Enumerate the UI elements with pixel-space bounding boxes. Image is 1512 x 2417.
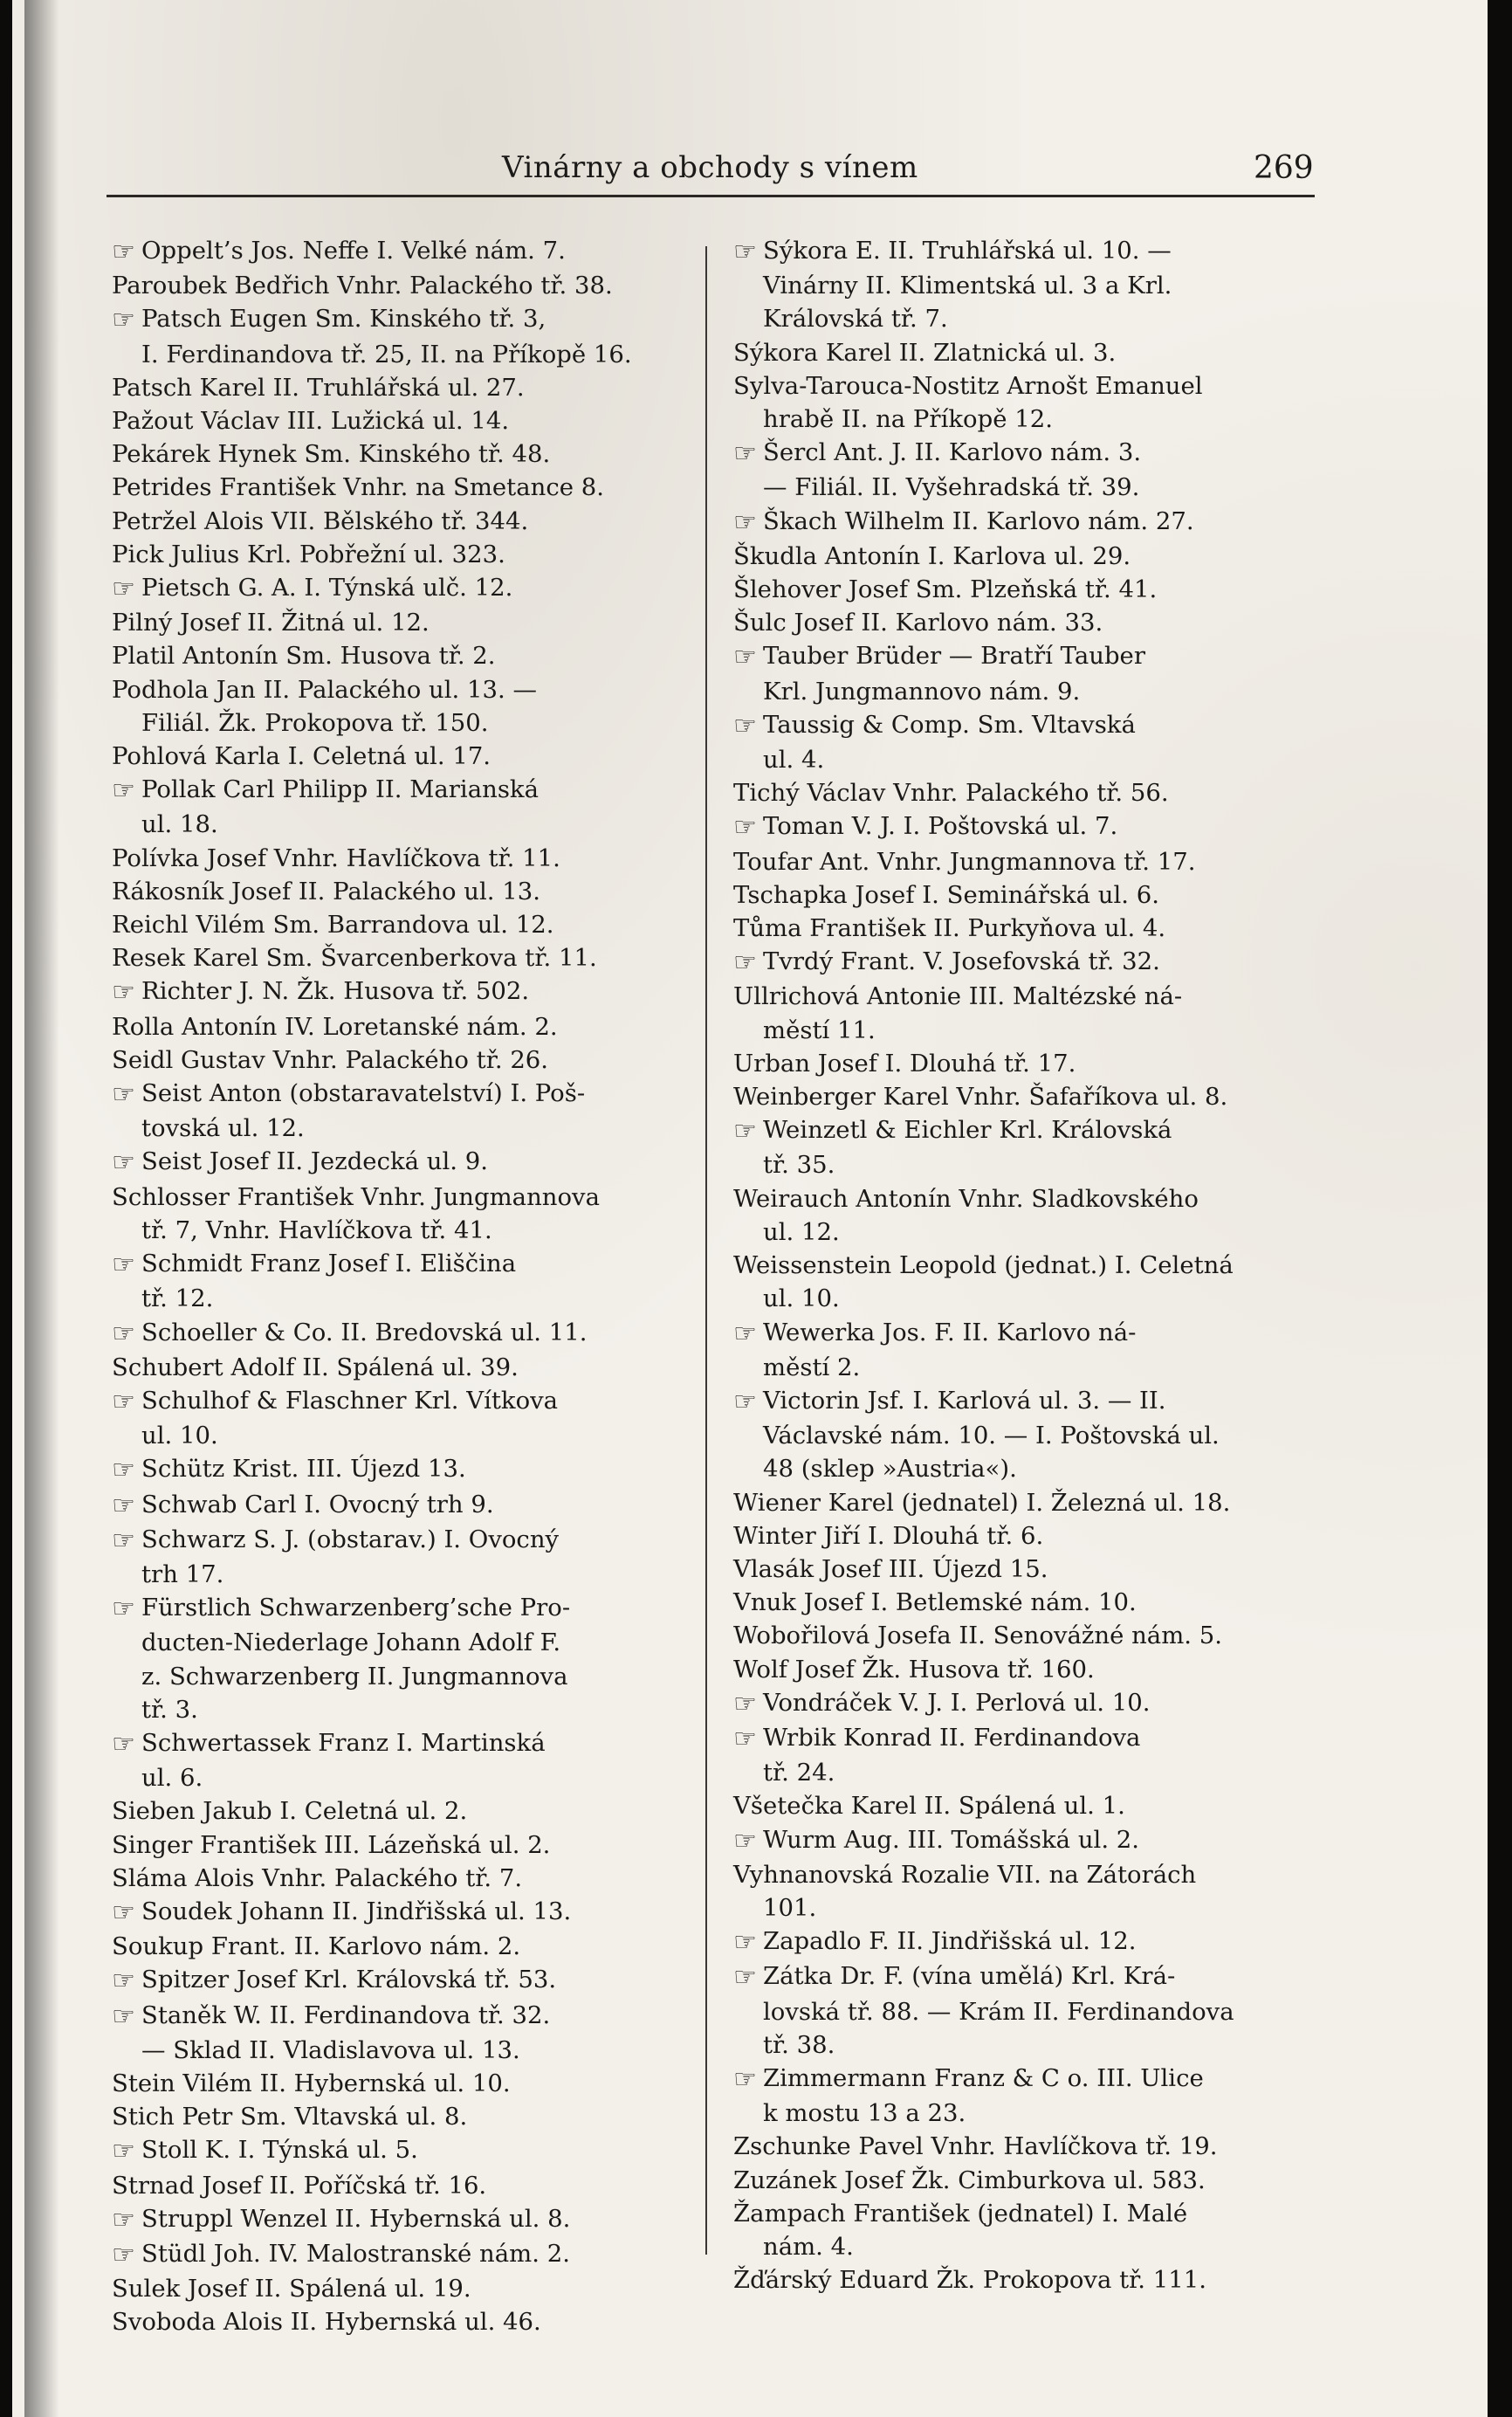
directory-entry — [112, 1591, 695, 1726]
entry-line: Sylva-Tarouca-Nostitz Arnošt Emanuel — [733, 371, 1203, 400]
directory-entry — [112, 2169, 695, 2202]
entry-line: Filiál. Žk. Prokopova tř. 150. — [141, 708, 489, 737]
directory-entry — [112, 2100, 695, 2133]
directory-entry — [112, 941, 695, 974]
entry-line: Schwertassek Franz I. Martinská — [141, 1728, 546, 1757]
entry-line: ul. 18. — [141, 810, 218, 839]
pointing-hand-icon: ☞ — [112, 1897, 135, 1928]
entry-line: Žďárský Eduard Žk. Prokopova tř. 111. — [733, 2266, 1206, 2295]
entry-line: Schlosser František Vnhr. Jungmannova — [112, 1182, 600, 1211]
entry-line: Weirauch Antonín Vnhr. Sladkovského — [733, 1184, 1199, 1213]
pointing-hand-icon: ☞ — [112, 1386, 135, 1417]
entry-line: nám. 4. — [763, 2232, 854, 2261]
entry-line: Královská tř. 7. — [763, 305, 948, 334]
pointing-hand-icon: ☞ — [733, 710, 757, 741]
entry-line: tř. 24. — [763, 1759, 835, 1787]
page-number: 269 — [1254, 150, 1314, 186]
running-title: Vinárny a obchody s vínem — [502, 150, 918, 185]
directory-entry — [112, 437, 695, 471]
pointing-hand-icon: ☞ — [112, 2204, 135, 2235]
entry-line: Schubert Adolf II. Spálená ul. 39. — [112, 1353, 519, 1381]
entry-line: Pollak Carl Philipp II. Marianská — [141, 775, 539, 804]
directory-entry — [112, 1043, 695, 1077]
entry-line: Schwarz S. J. (obstarav.) I. Ovocný — [141, 1525, 560, 1553]
entry-line: Reichl Vilém Sm. Barrandova ul. 12. — [112, 911, 554, 940]
directory-entry — [112, 2067, 695, 2100]
entry-line: Stoll K. I. Týnská ul. 5. — [141, 2136, 418, 2165]
directory-entry — [112, 1488, 695, 1523]
entry-line: Sýkora Karel II. Zlatnická ul. 3. — [733, 338, 1117, 367]
column-divider — [705, 246, 707, 2255]
pointing-hand-icon: ☞ — [112, 2000, 135, 2032]
directory-entry — [733, 1553, 1316, 1586]
directory-entry — [112, 1181, 695, 1247]
directory-entry — [112, 234, 695, 269]
entry-line: trh 17. — [141, 1560, 224, 1588]
directory-entry — [112, 842, 695, 875]
entry-line: tř. 12. — [141, 1284, 214, 1313]
entry-line: Spitzer Josef Krl. Královská tř. 53. — [141, 1966, 557, 1994]
directory-entry — [112, 1316, 695, 1351]
pointing-hand-icon: ☞ — [733, 1386, 757, 1417]
entry-line: 48 (sklep »Austria«). — [763, 1455, 1017, 1484]
entry-line: — Filiál. II. Vyšehradská tř. 39. — [763, 473, 1140, 502]
entry-line: Václavské nám. 10. — I. Poštovská ul. — [763, 1422, 1220, 1450]
entry-line: Toman V. J. I. Poštovská ul. 7. — [763, 812, 1118, 841]
entry-line: Resek Karel Sm. Švarcenberkova tř. 11. — [112, 944, 597, 973]
entry-line: Tůma František II. Purkyňova ul. 4. — [733, 914, 1166, 943]
directory-entry — [112, 1523, 695, 1591]
entry-line: hrabě II. na Příkopě 12. — [763, 405, 1053, 434]
entry-line: Zuzánek Josef Žk. Cimburkova ul. 583. — [733, 2166, 1206, 2194]
entry-line: Pietsch G. A. I. Týnská ulč. 12. — [141, 574, 513, 603]
pointing-hand-icon: ☞ — [733, 1825, 757, 1856]
page-gutter-shadow — [24, 0, 59, 2417]
entry-line: Fürstlich Schwarzenberg’sche Pro- — [141, 1594, 571, 1622]
entry-line: Schulhof & Flaschner Krl. Vítkova — [141, 1386, 559, 1415]
entry-line: — Sklad II. Vladislavova ul. 13. — [141, 2035, 520, 2064]
pointing-hand-icon: ☞ — [733, 1962, 757, 1994]
pointing-hand-icon: ☞ — [112, 574, 135, 605]
pointing-hand-icon: ☞ — [112, 1147, 135, 1179]
entry-line: Toufar Ant. Vnhr. Jungmannova tř. 17. — [733, 847, 1196, 876]
entry-line: Všetečka Karel II. Spálená ul. 1. — [733, 1792, 1125, 1821]
directory-entry — [112, 1145, 695, 1180]
entry-line: Zimmermann Franz & C o. III. Ulice — [763, 2063, 1204, 2092]
directory-entry — [733, 639, 1316, 707]
entry-line: Stich Petr Sm. Vltavská ul. 8. — [112, 2103, 468, 2131]
directory-entry — [733, 1823, 1316, 1858]
entry-line: Seidl Gustav Vnhr. Palackého tř. 26. — [112, 1045, 549, 1074]
pointing-hand-icon: ☞ — [112, 2239, 135, 2270]
pointing-hand-icon: ☞ — [112, 1966, 135, 1997]
directory-entry — [733, 1959, 1316, 2062]
directory-entry — [733, 1113, 1316, 1181]
entry-line: Pilný Josef II. Žitná ul. 12. — [112, 609, 430, 637]
directory-entry — [733, 573, 1316, 606]
entry-line: Urban Josef I. Dlouhá tř. 17. — [733, 1049, 1076, 1078]
entry-line: Schwab Carl I. Ovocný trh 9. — [141, 1490, 494, 1518]
directory-entry — [112, 974, 695, 1009]
entry-line: Staněk W. II. Ferdinandova tř. 32. — [141, 2000, 551, 2029]
pointing-hand-icon: ☞ — [733, 2063, 757, 2095]
entry-line: Wrbik Konrad II. Ferdinandova — [763, 1723, 1141, 1752]
entry-line: Podhola Jan II. Palackého ul. 13. — — [112, 675, 537, 704]
directory-entry — [112, 1895, 695, 1930]
directory-entry — [733, 1519, 1316, 1553]
directory-entry — [733, 336, 1316, 369]
directory-entry — [733, 2062, 1316, 2130]
entry-line: Šlehover Josef Sm. Plzeňská tř. 41. — [733, 575, 1158, 604]
entry-line: Weinzetl & Eichler Krl. Královská — [763, 1116, 1172, 1145]
entry-line: Victorin Jsf. I. Karlová ul. 3. — II. — [763, 1386, 1166, 1415]
entry-line: Weinberger Karel Vnhr. Šafaříkova ul. 8. — [733, 1083, 1228, 1112]
entry-line: Vyhnanovská Rozalie VII. na Zátorách — [733, 1860, 1197, 1889]
directory-entry — [733, 1619, 1316, 1652]
entry-line: městí 2. — [763, 1353, 861, 1381]
entry-line: Krl. Jungmannovo nám. 9. — [763, 677, 1081, 706]
entry-line: Šulc Josef II. Karlovo nám. 33. — [733, 609, 1103, 637]
entry-line: Vnuk Josef I. Betlemské nám. 10. — [733, 1588, 1137, 1617]
directory-entry — [112, 908, 695, 941]
pointing-hand-icon: ☞ — [733, 1723, 757, 1754]
entry-line: Tichý Václav Vnhr. Palackého tř. 56. — [733, 779, 1169, 808]
entry-line: Platil Antonín Sm. Husova tř. 2. — [112, 642, 496, 671]
pointing-hand-icon: ☞ — [112, 1250, 135, 1281]
entry-line: ul. 6. — [141, 1764, 203, 1793]
entry-line: Škudla Antonín I. Karlova ul. 29. — [733, 541, 1131, 570]
entry-line: Soudek Johann II. Jindřišská ul. 13. — [141, 1897, 572, 1925]
entry-line: Zschunke Pavel Vnhr. Havlíčkova tř. 19. — [733, 2132, 1218, 2161]
directory-entry — [733, 1586, 1316, 1619]
entry-line: tř. 35. — [763, 1151, 835, 1180]
directory-entry — [112, 1247, 695, 1315]
entry-line: Wolf Josef Žk. Husova tř. 160. — [733, 1655, 1095, 1684]
directory-entry — [733, 912, 1316, 945]
entry-line: I. Ferdinandova tř. 25, II. na Příkopě 16. — [141, 340, 632, 368]
pointing-hand-icon: ☞ — [733, 947, 757, 979]
pointing-hand-icon: ☞ — [733, 812, 757, 844]
directory-entry — [733, 1721, 1316, 1789]
directory-entry — [733, 945, 1316, 980]
directory-entry — [112, 1794, 695, 1828]
directory-entry — [733, 369, 1316, 436]
entry-line: tř. 38. — [763, 2030, 835, 2059]
directory-entry — [112, 2133, 695, 2168]
pointing-hand-icon: ☞ — [112, 1594, 135, 1625]
entry-line: Seist Anton (obstaravatelství) I. Poš- — [141, 1079, 586, 1108]
pointing-hand-icon: ☞ — [112, 1318, 135, 1349]
entry-line: Stein Vilém II. Hybernská ul. 10. — [112, 2069, 511, 2097]
directory-entry — [733, 2197, 1316, 2263]
entry-line: Škach Wilhelm II. Karlovo nám. 27. — [763, 506, 1194, 535]
directory-entry — [733, 809, 1316, 844]
directory-entry — [733, 1686, 1316, 1721]
entry-line: Sláma Alois Vnhr. Palackého tř. 7. — [112, 1863, 523, 1892]
directory-entry — [112, 1930, 695, 1963]
pointing-hand-icon: ☞ — [733, 438, 757, 470]
directory-entry — [733, 2130, 1316, 2163]
entry-line: lovská tř. 88. — Krám II. Ferdinandova — [763, 1997, 1234, 2026]
entry-line: Pick Julius Krl. Pobřežní ul. 323. — [112, 540, 505, 568]
entry-line: Wiener Karel (jednatel) I. Železná ul. 18. — [733, 1488, 1231, 1517]
entry-line: tř. 7, Vnhr. Havlíčkova tř. 41. — [141, 1215, 492, 1244]
directory-entry — [733, 980, 1316, 1046]
pointing-hand-icon: ☞ — [112, 977, 135, 1009]
directory-entry — [112, 673, 695, 740]
directory-entry — [733, 1080, 1316, 1113]
entry-line: Strnad Josef II. Poříčská tř. 16. — [112, 2171, 487, 2200]
pointing-hand-icon: ☞ — [733, 506, 757, 538]
directory-entry — [112, 302, 695, 370]
entry-line: 101. — [763, 1893, 817, 1922]
directory-entry — [733, 708, 1316, 776]
directory-entry — [733, 1858, 1316, 1925]
directory-entry — [112, 1010, 695, 1043]
entry-line: Ullrichová Antonie III. Maltézské ná- — [733, 982, 1183, 1011]
entry-line: Tschapka Josef I. Seminářská ul. 6. — [733, 880, 1159, 909]
directory-entry — [733, 1653, 1316, 1686]
entry-line: Schoeller & Co. II. Bredovská ul. 11. — [141, 1318, 588, 1346]
directory-entry — [733, 436, 1316, 504]
directory-entry — [733, 1316, 1316, 1384]
directory-entry — [733, 234, 1316, 336]
entry-line: Paroubek Bedřich Vnhr. Palackého tř. 38. — [112, 272, 613, 300]
entry-line: Zapadlo F. II. Jindřišská ul. 12. — [763, 1927, 1137, 1956]
entry-line: Oppelt’s Jos. Neffe I. Velké nám. 7. — [141, 237, 566, 265]
directory-entry — [733, 1486, 1316, 1519]
pointing-hand-icon: ☞ — [112, 1525, 135, 1556]
pointing-hand-icon: ☞ — [112, 775, 135, 807]
entry-line: ducten-Niederlage Johann Adolf F. — [141, 1629, 561, 1657]
directory-entry — [112, 1384, 695, 1452]
pointing-hand-icon: ☞ — [112, 1490, 135, 1521]
entry-line: Vlasák Josef III. Újezd 15. — [733, 1554, 1048, 1583]
entry-line: Patsch Karel II. Truhlářská ul. 27. — [112, 373, 525, 402]
entry-line: Weissenstein Leopold (jednat.) I. Celetná — [733, 1251, 1234, 1280]
entry-line: Richter J. N. Žk. Husova tř. 502. — [141, 977, 530, 1006]
entry-line: Pohlová Karla I. Celetná ul. 17. — [112, 742, 491, 771]
entry-line: Šercl Ant. J. II. Karlovo nám. 3. — [763, 438, 1142, 467]
entry-line: tovská ul. 12. — [141, 1114, 305, 1143]
entry-line: Struppl Wenzel II. Hybernská ul. 8. — [141, 2204, 571, 2233]
directory-entry — [733, 1249, 1316, 1315]
directory-entry — [733, 878, 1316, 912]
directory-entry — [733, 845, 1316, 878]
directory-entry — [112, 639, 695, 672]
entry-line: ul. 4. — [763, 746, 825, 775]
entry-line: Tvrdý Frant. V. Josefovská tř. 32. — [763, 947, 1160, 976]
directory-entry — [112, 471, 695, 504]
entry-line: Pekárek Hynek Sm. Kinského tř. 48. — [112, 440, 551, 469]
entry-line: městí 11. — [763, 1016, 876, 1044]
directory-entry — [733, 1789, 1316, 1822]
directory-entry — [112, 606, 695, 639]
entry-line: Wewerka Jos. F. II. Karlovo ná- — [763, 1318, 1137, 1346]
entry-line: tř. 3. — [141, 1695, 198, 1724]
directory-entry — [733, 2263, 1316, 2296]
entry-line: Žampach František (jednatel) I. Malé — [733, 2199, 1188, 2228]
entry-line: k mostu 13 a 23. — [763, 2099, 966, 2128]
entry-line: Stüdl Joh. IV. Malostranské nám. 2. — [141, 2239, 570, 2268]
directory-entry — [112, 1726, 695, 1794]
pointing-hand-icon: ☞ — [733, 1688, 757, 1719]
pointing-hand-icon: ☞ — [733, 1318, 757, 1349]
directory-entry — [112, 1963, 695, 1998]
entry-line: Sulek Josef II. Spálená ul. 19. — [112, 2275, 471, 2303]
left-column — [112, 234, 695, 2339]
directory-entry — [733, 540, 1316, 573]
entry-line: ul. 12. — [763, 1217, 840, 1246]
directory-entry — [733, 776, 1316, 809]
directory-entry — [112, 2305, 695, 2338]
entry-line: Rákosník Josef II. Palackého ul. 13. — [112, 877, 540, 906]
entry-line: Svoboda Alois II. Hybernská ul. 46. — [112, 2308, 541, 2337]
entry-line: Vinárny II. Klimentská ul. 3 a Krl. — [763, 272, 1172, 300]
directory-entry — [112, 1077, 695, 1145]
directory-entry — [112, 1828, 695, 1862]
entry-line: Petrides František Vnhr. na Smetance 8. — [112, 473, 604, 502]
directory-entry — [112, 1999, 695, 2067]
entry-line: Petržel Alois VII. Bělského tř. 344. — [112, 506, 529, 535]
right-column — [733, 234, 1316, 2296]
pointing-hand-icon: ☞ — [733, 1116, 757, 1147]
entry-line: Wobořilová Josefa II. Senovážné nám. 5. — [733, 1622, 1223, 1650]
directory-entry — [112, 875, 695, 908]
directory-entry — [733, 1925, 1316, 1959]
pointing-hand-icon: ☞ — [112, 2136, 135, 2167]
directory-entry — [733, 2164, 1316, 2197]
directory-entry — [112, 505, 695, 538]
pointing-hand-icon: ☞ — [733, 1927, 757, 1959]
pointing-hand-icon: ☞ — [112, 1079, 135, 1111]
entry-line: Schütz Krist. III. Újezd 13. — [141, 1455, 466, 1484]
directory-entry — [112, 1452, 695, 1487]
entry-line: ul. 10. — [141, 1422, 218, 1450]
directory-entry — [112, 2237, 695, 2272]
entry-line: Taussig & Comp. Sm. Vltavská — [763, 710, 1136, 739]
directory-entry — [112, 538, 695, 571]
entry-line: Rolla Antonín IV. Loretanské nám. 2. — [112, 1012, 558, 1041]
entry-line: z. Schwarzenberg II. Jungmannova — [141, 1662, 568, 1691]
directory-entry — [112, 2272, 695, 2305]
directory-entry — [112, 404, 695, 437]
pointing-hand-icon: ☞ — [112, 1455, 135, 1486]
directory-entry — [733, 606, 1316, 639]
entry-line: Zátka Dr. F. (vína umělá) Krl. Krá- — [763, 1962, 1176, 1991]
entry-line: Singer František III. Lázeňská ul. 2. — [112, 1830, 551, 1859]
entry-line: Winter Jiří I. Dlouhá tř. 6. — [733, 1521, 1044, 1550]
entry-line: Soukup Frant. II. Karlovo nám. 2. — [112, 1932, 521, 1961]
entry-line: Sieben Jakub I. Celetná ul. 2. — [112, 1797, 468, 1826]
entry-line: Patsch Eugen Sm. Kinského tř. 3, — [141, 305, 546, 334]
entry-line: Sýkora E. II. Truhlářská ul. 10. — — [763, 237, 1172, 265]
entry-line: Vondráček V. J. I. Perlová ul. 10. — [763, 1688, 1151, 1717]
directory-entry — [112, 740, 695, 773]
directory-entry — [733, 1384, 1316, 1486]
entry-line: Pažout Václav III. Lužická ul. 14. — [112, 407, 510, 436]
entry-line: Seist Josef II. Jezdecká ul. 9. — [141, 1147, 489, 1176]
directory-entry — [112, 269, 695, 302]
pointing-hand-icon: ☞ — [112, 305, 135, 336]
entry-line: Polívka Josef Vnhr. Havlíčkova tř. 11. — [112, 844, 560, 872]
entry-line: Tauber Brüder — Bratří Tauber — [763, 642, 1145, 671]
directory-entry — [112, 773, 695, 841]
pointing-hand-icon: ☞ — [733, 237, 757, 267]
directory-entry — [112, 2202, 695, 2237]
header-rule — [107, 195, 1315, 197]
entry-line: Schmidt Franz Josef I. Eliščina — [141, 1250, 517, 1278]
directory-entry — [733, 1047, 1316, 1080]
directory-entry — [112, 1862, 695, 1895]
directory-entry — [112, 371, 695, 404]
directory-entry — [733, 1182, 1316, 1249]
directory-entry — [112, 571, 695, 606]
pointing-hand-icon: ☞ — [112, 1728, 135, 1759]
directory-entry — [733, 505, 1316, 540]
pointing-hand-icon: ☞ — [112, 237, 135, 267]
pointing-hand-icon: ☞ — [733, 642, 757, 673]
directory-entry — [112, 1351, 695, 1384]
entry-line: Wurm Aug. III. Tomášská ul. 2. — [763, 1825, 1140, 1854]
entry-line: ul. 10. — [763, 1284, 840, 1313]
